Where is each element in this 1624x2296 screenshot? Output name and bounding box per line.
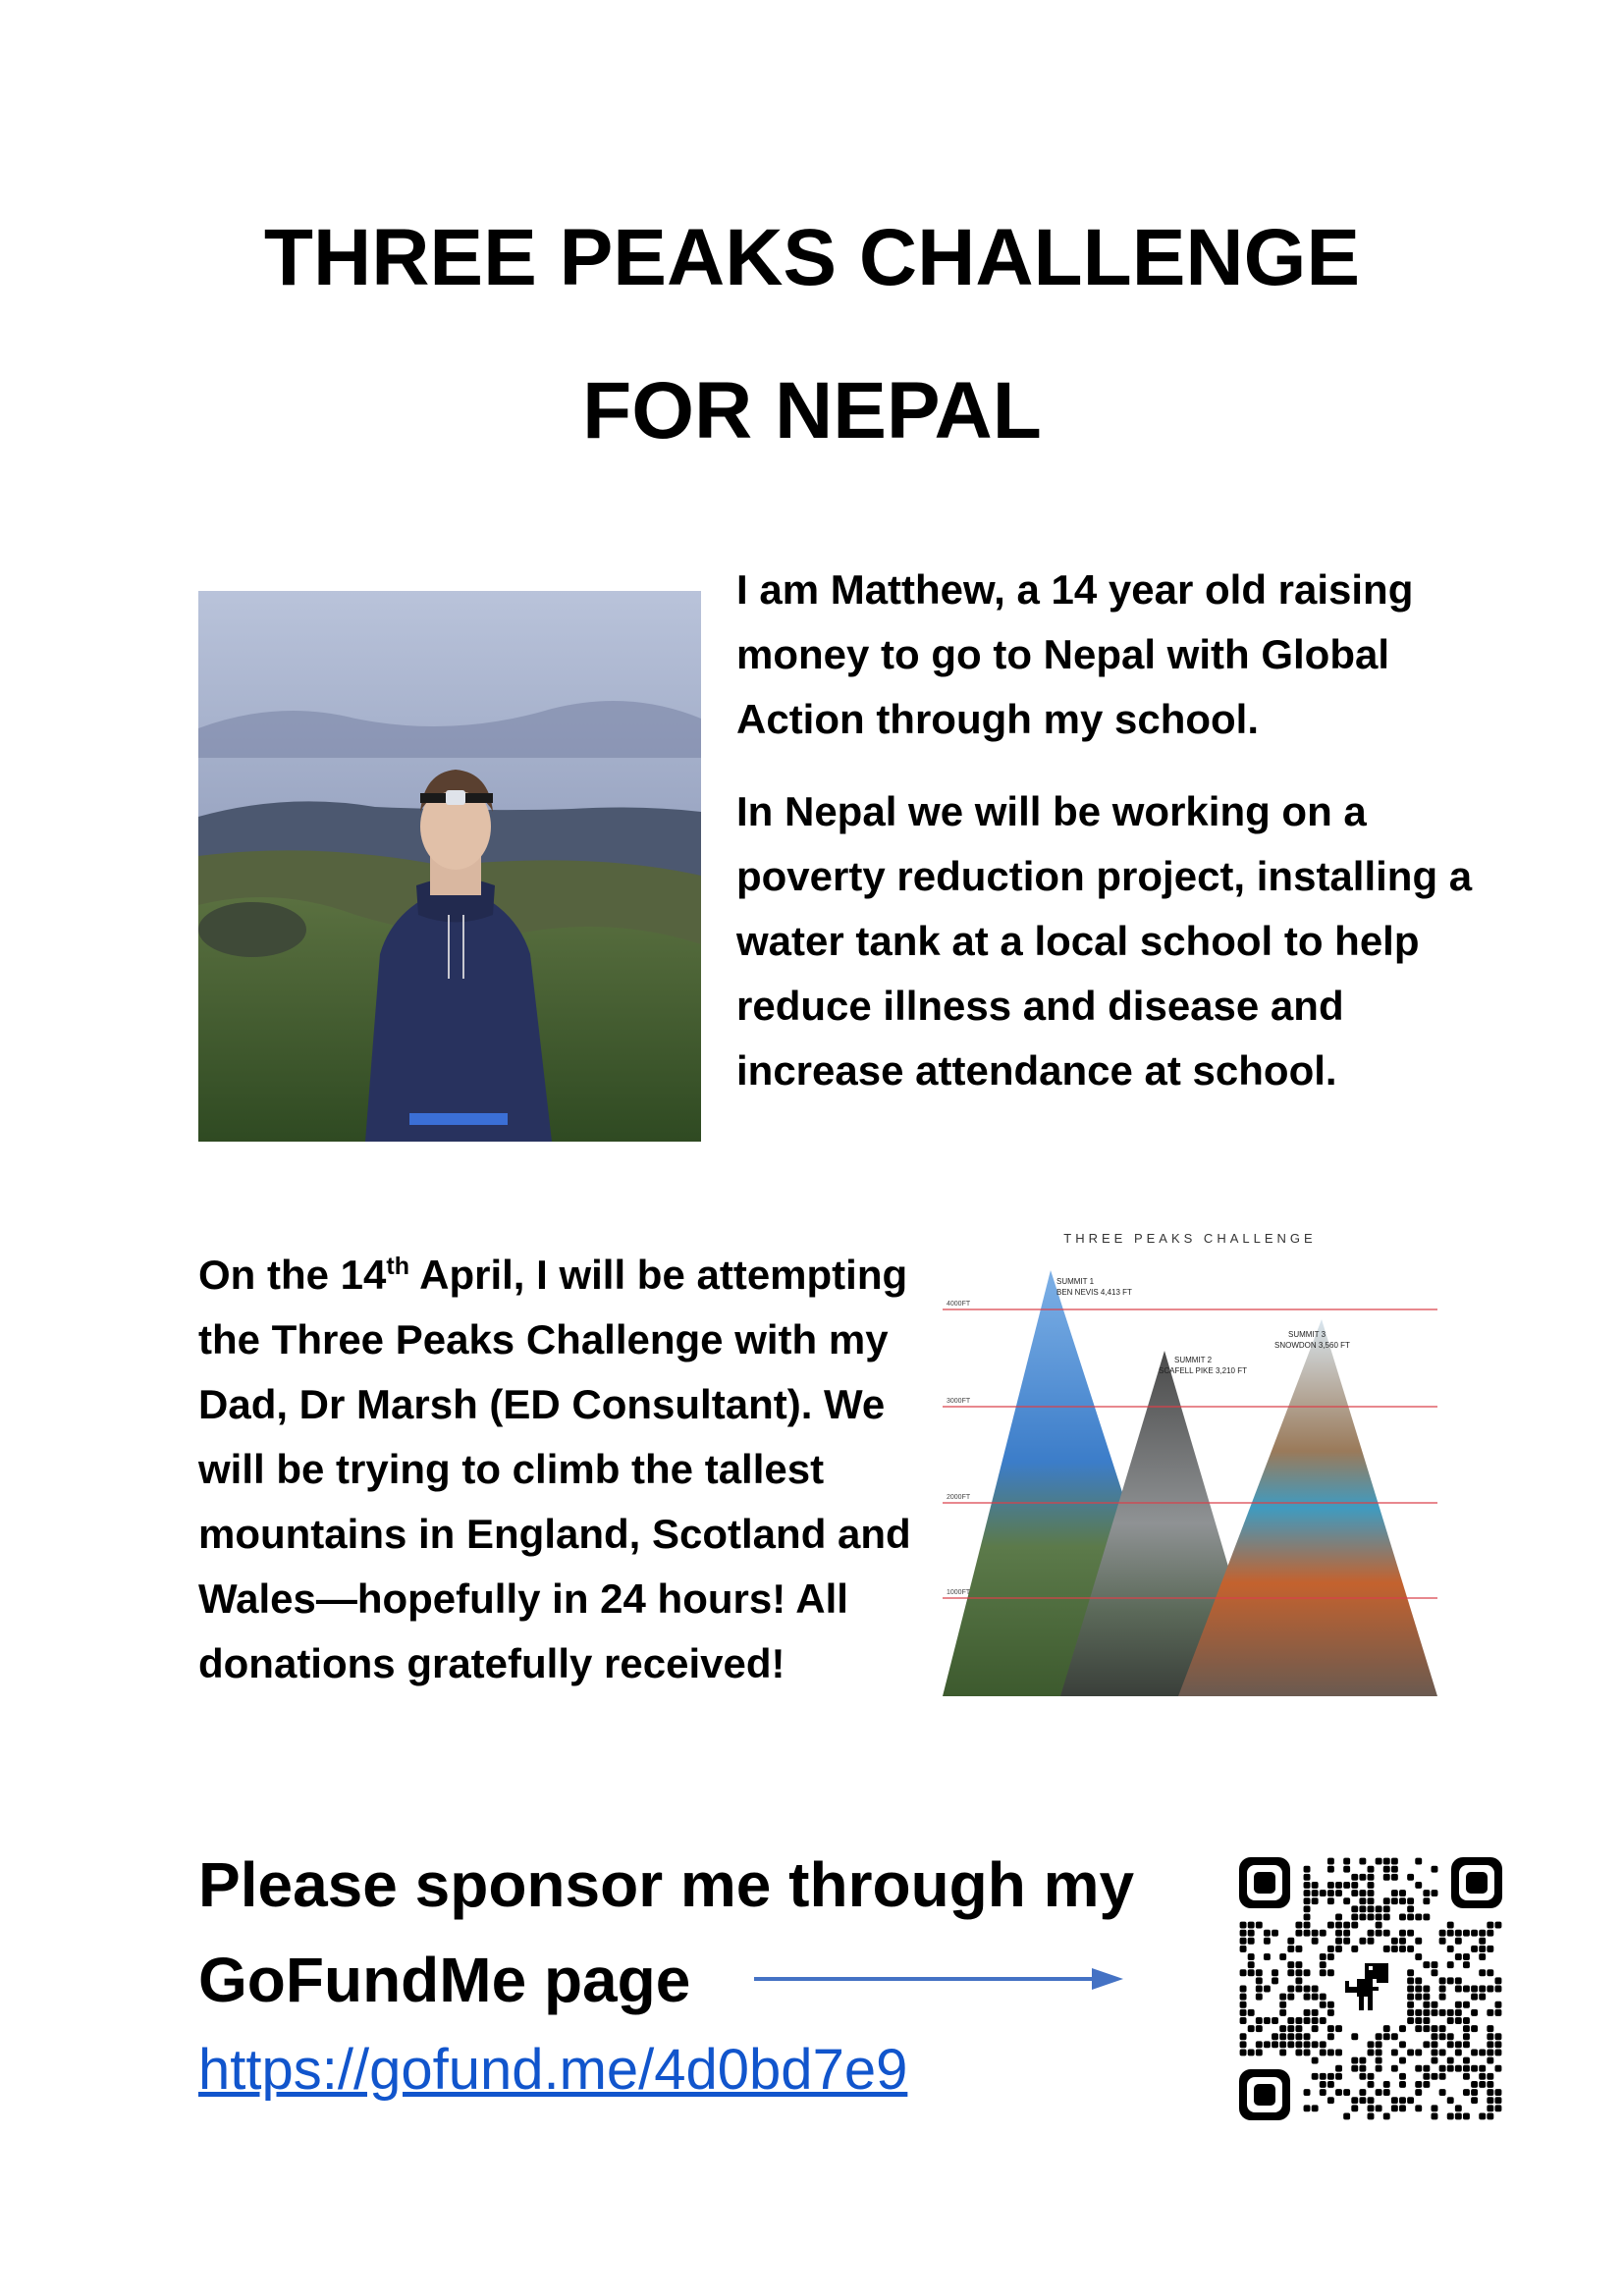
challenge-text-start: On the 14 <box>198 1252 387 1298</box>
qr-finder-top-right <box>1451 1857 1502 1908</box>
line-label-2000: 2000FT <box>947 1494 971 1501</box>
graphic-heading: THREE PEAKS CHALLENGE <box>1063 1231 1317 1246</box>
summit-1-label: SUMMIT 1 <box>1056 1277 1095 1286</box>
qr-code[interactable] <box>1239 1857 1502 2120</box>
intro-paragraph: I am Matthew, a 14 year old raising money to go to Nepal with Global Action through my school. <box>736 566 1414 742</box>
arrow-right-icon <box>752 1959 1125 1999</box>
summit-3-label: SUMMIT 3 <box>1288 1330 1326 1339</box>
qr-finder-top-left <box>1239 1857 1290 1908</box>
summit-1-name: BEN NEVIS 4,413 FT <box>1056 1288 1132 1297</box>
gofundme-link[interactable]: https://gofund.me/4d0bd7e9 <box>198 2038 908 2102</box>
sponsor-heading-line-2: GoFundMe page <box>198 1945 691 2015</box>
nepal-project-paragraph: In Nepal we will be working on a poverty reduction project, installing a water tank at a local school to help reduce illness and disease and increase attendance at school. <box>736 788 1473 1094</box>
page-title-line-1: THREE PEAKS CHALLENGE <box>263 213 1361 302</box>
challenge-text-rest: April, I will be attempting the Three Peaks Challenge with my Dad, Dr Marsh (ED Consultant). We will be trying to climb the tallest mountains in England, Scotland and Wales—hopefully in 24 hours! All donations gratefully received! <box>198 1252 911 1686</box>
photo-of-matthew <box>198 591 701 1142</box>
summit-3-name: SNOWDON 3,560 FT <box>1274 1341 1350 1350</box>
three-peaks-graphic <box>943 1225 1437 1696</box>
sponsor-heading-line-1: Please sponsor me through my <box>198 1849 1135 1920</box>
date-ordinal-suffix: th <box>386 1253 409 1280</box>
line-label-4000: 4000FT <box>947 1301 971 1308</box>
summit-2-name: SCAFELL PIKE 3,210 FT <box>1159 1366 1247 1375</box>
page-title-line-2: FOR NEPAL <box>582 366 1042 455</box>
challenge-paragraph <box>198 1243 925 1696</box>
line-label-1000: 1000FT <box>947 1589 971 1596</box>
line-label-3000: 3000FT <box>947 1398 971 1405</box>
summit-2-label: SUMMIT 2 <box>1174 1356 1213 1364</box>
qr-finder-bottom-left <box>1239 2069 1290 2120</box>
